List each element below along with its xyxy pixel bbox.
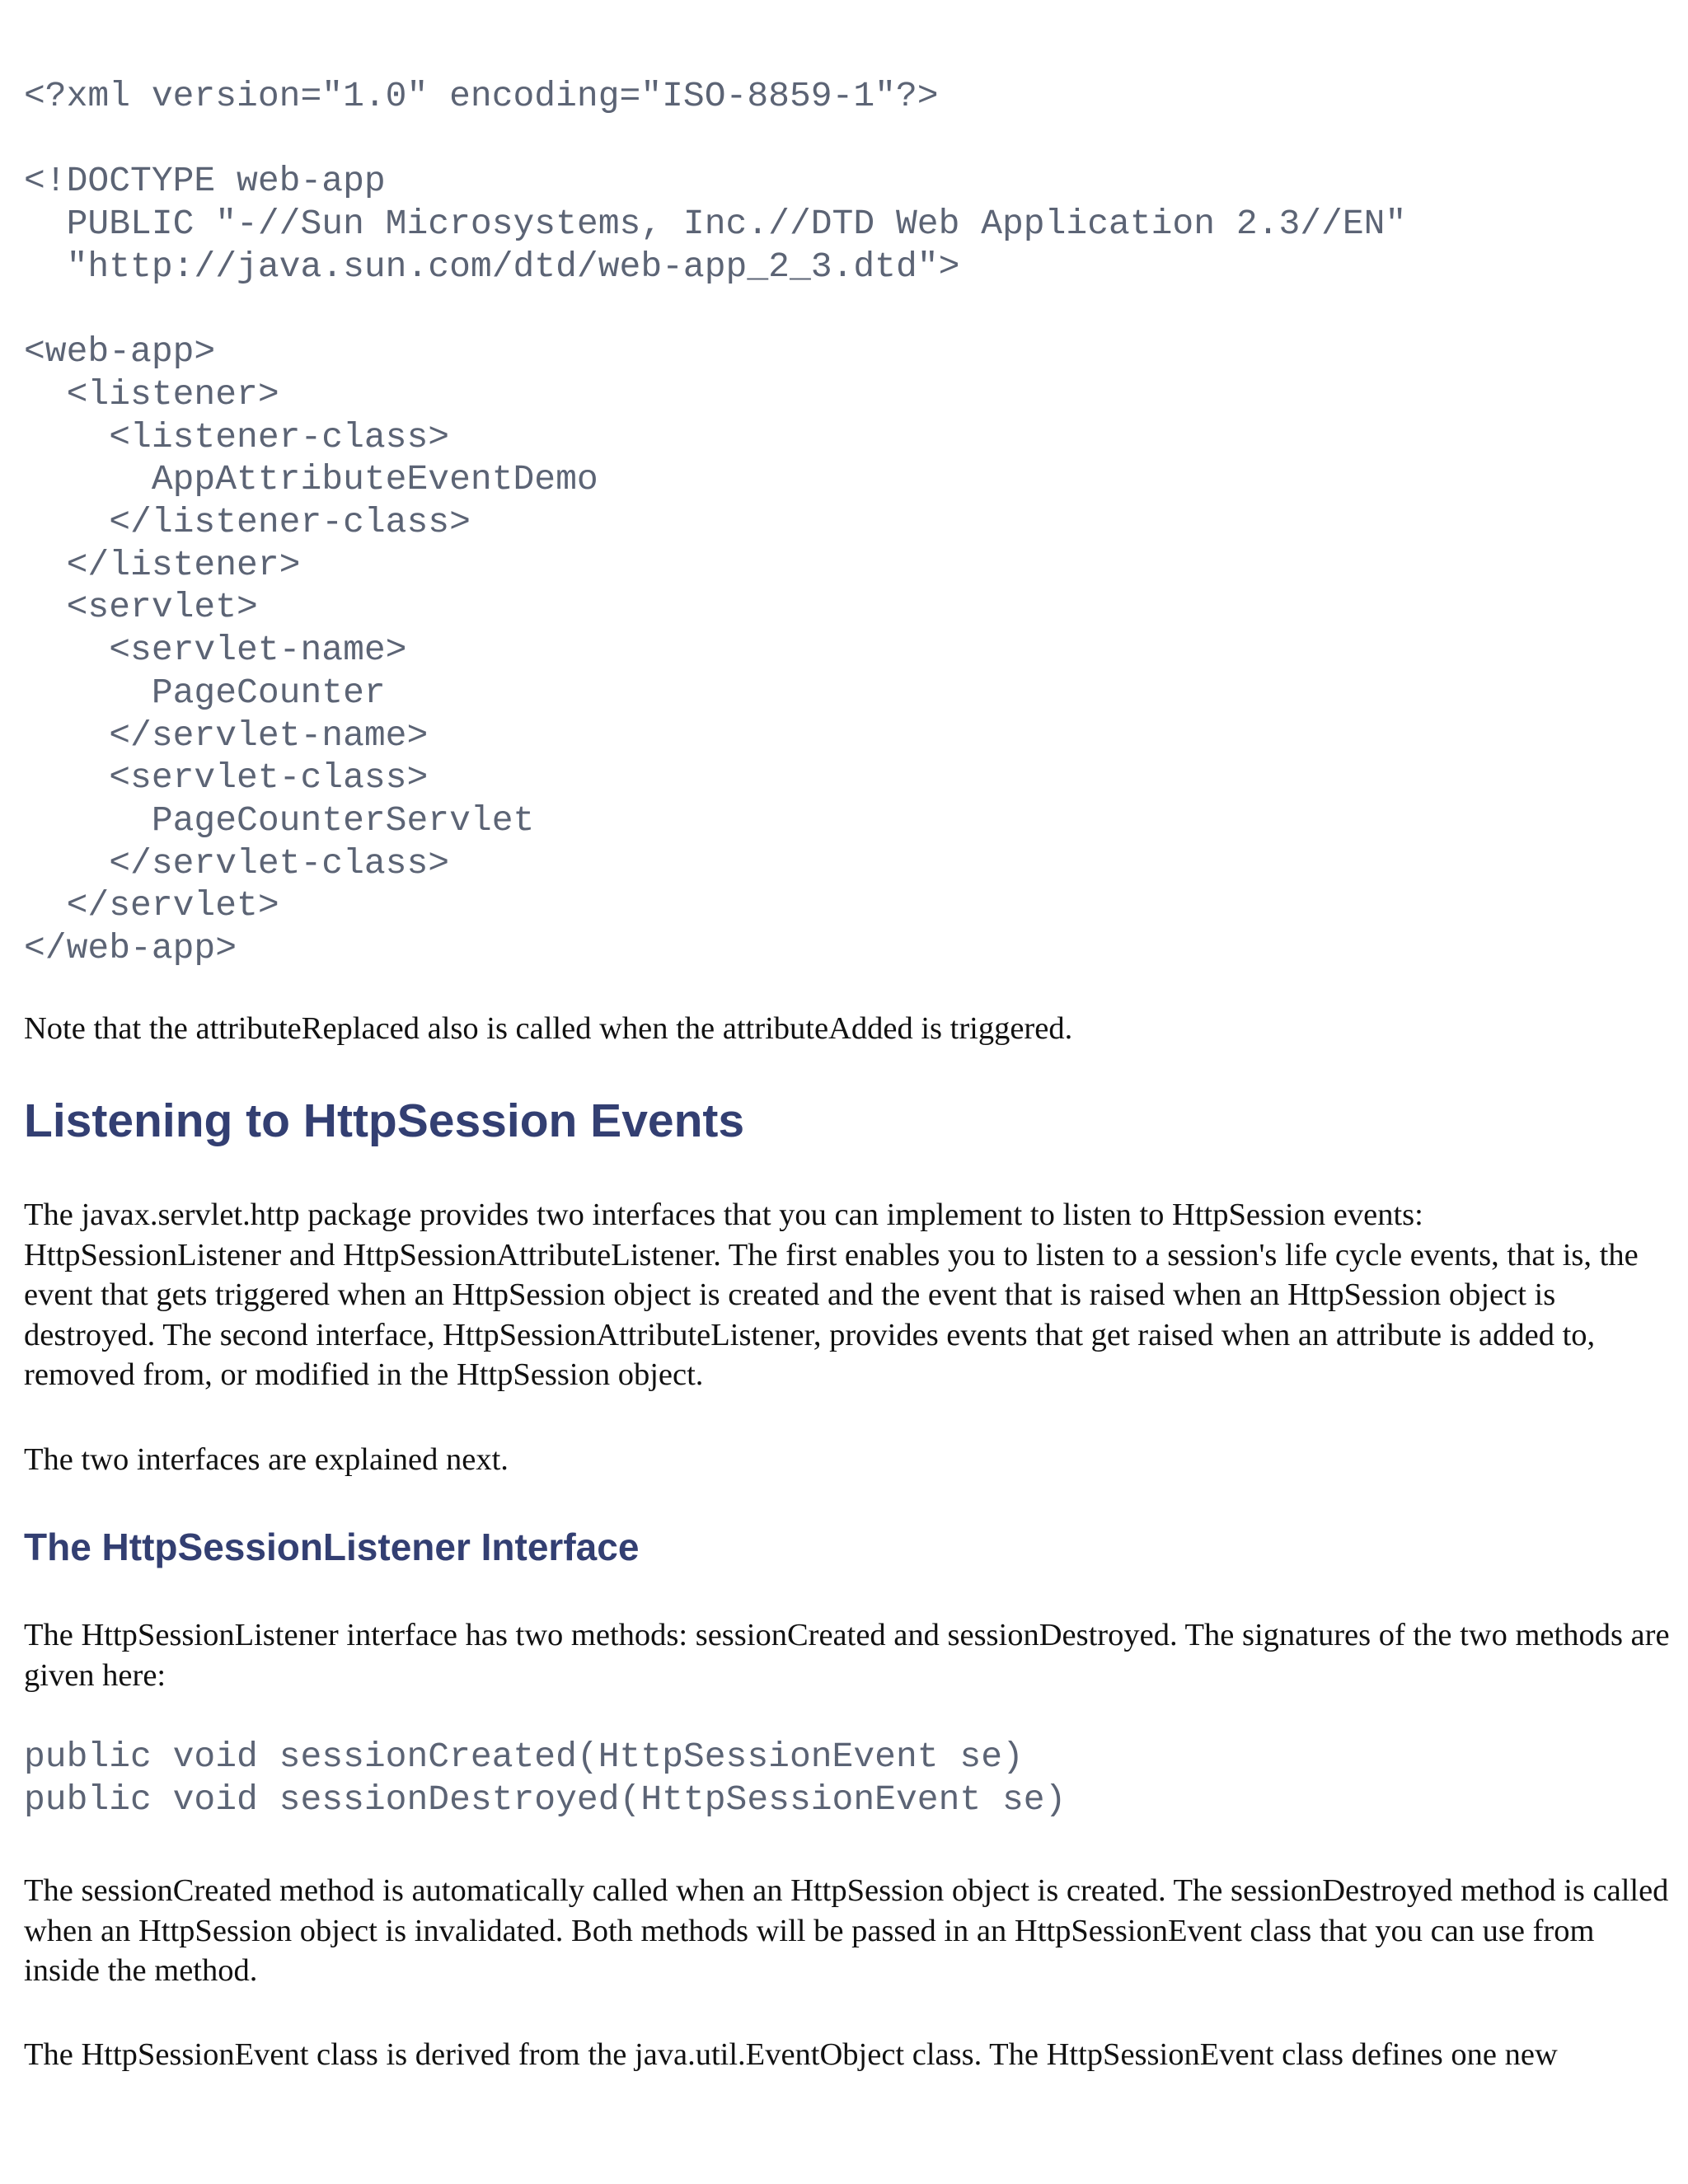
subsection-heading-listener-interface: The HttpSessionListener Interface	[24, 1526, 640, 1568]
intro-paragraph: The javax.servlet.http package provides two interfaces that you can implement to listen to HttpSession events: HttpSessionListener and HttpSessionAttributeListener. The first enables you to listen to a session's life cycle events, that is, the event that gets triggered when an HttpSession object is created and the event that is raised when an HttpSession object is destroyed. The second interface, HttpSessionAttributeListener, provides events that get raised when an attribute is added to, removed from, or modified in the HttpSession object.	[24, 1197, 1639, 1392]
section-heading-listening: Listening to HttpSession Events	[24, 1094, 745, 1147]
note-paragraph: Note that the attributeReplaced also is called when the attributeAdded is triggered.	[24, 1011, 1073, 1046]
two-interfaces-paragraph: The two interfaces are explained next.	[24, 1442, 509, 1477]
method-signatures-code-block: public void sessionCreated(HttpSessionEvent se) public void sessionDestroyed(HttpSessionEvent se)	[24, 1736, 1067, 1820]
web-xml-code-block: <?xml version="1.0" encoding="ISO-8859-1"?> <!DOCTYPE web-app PUBLIC "-//Sun Microsystems, Inc.//DTD Web Application 2.3//EN" "http://java.sun.com/dtd/web-app_2_3.dtd"> <web-app> <listener> <listener-class> AppAttributeEventDemo </listener-class> </listener> <servlet> <servlet-name> PageCounter </servlet-name> <servlet-class> PageCounterServlet </servlet-class> </servlet> </web-app>	[24, 76, 1407, 969]
methods-paragraph: The HttpSessionListener interface has two methods: sessionCreated and sessionDestroyed. The signatures of the two methods are given here:	[24, 1618, 1670, 1693]
event-class-paragraph: The HttpSessionEvent class is derived from the java.util.EventObject class. The HttpSessionEvent class defines one new	[24, 2037, 1558, 2072]
session-created-paragraph: The sessionCreated method is automatically called when an HttpSession object is created. The sessionDestroyed method is called when an HttpSession object is invalidated. Both methods will be passed in an HttpSessionEvent class that you can use from inside the method.	[24, 1873, 1669, 1988]
